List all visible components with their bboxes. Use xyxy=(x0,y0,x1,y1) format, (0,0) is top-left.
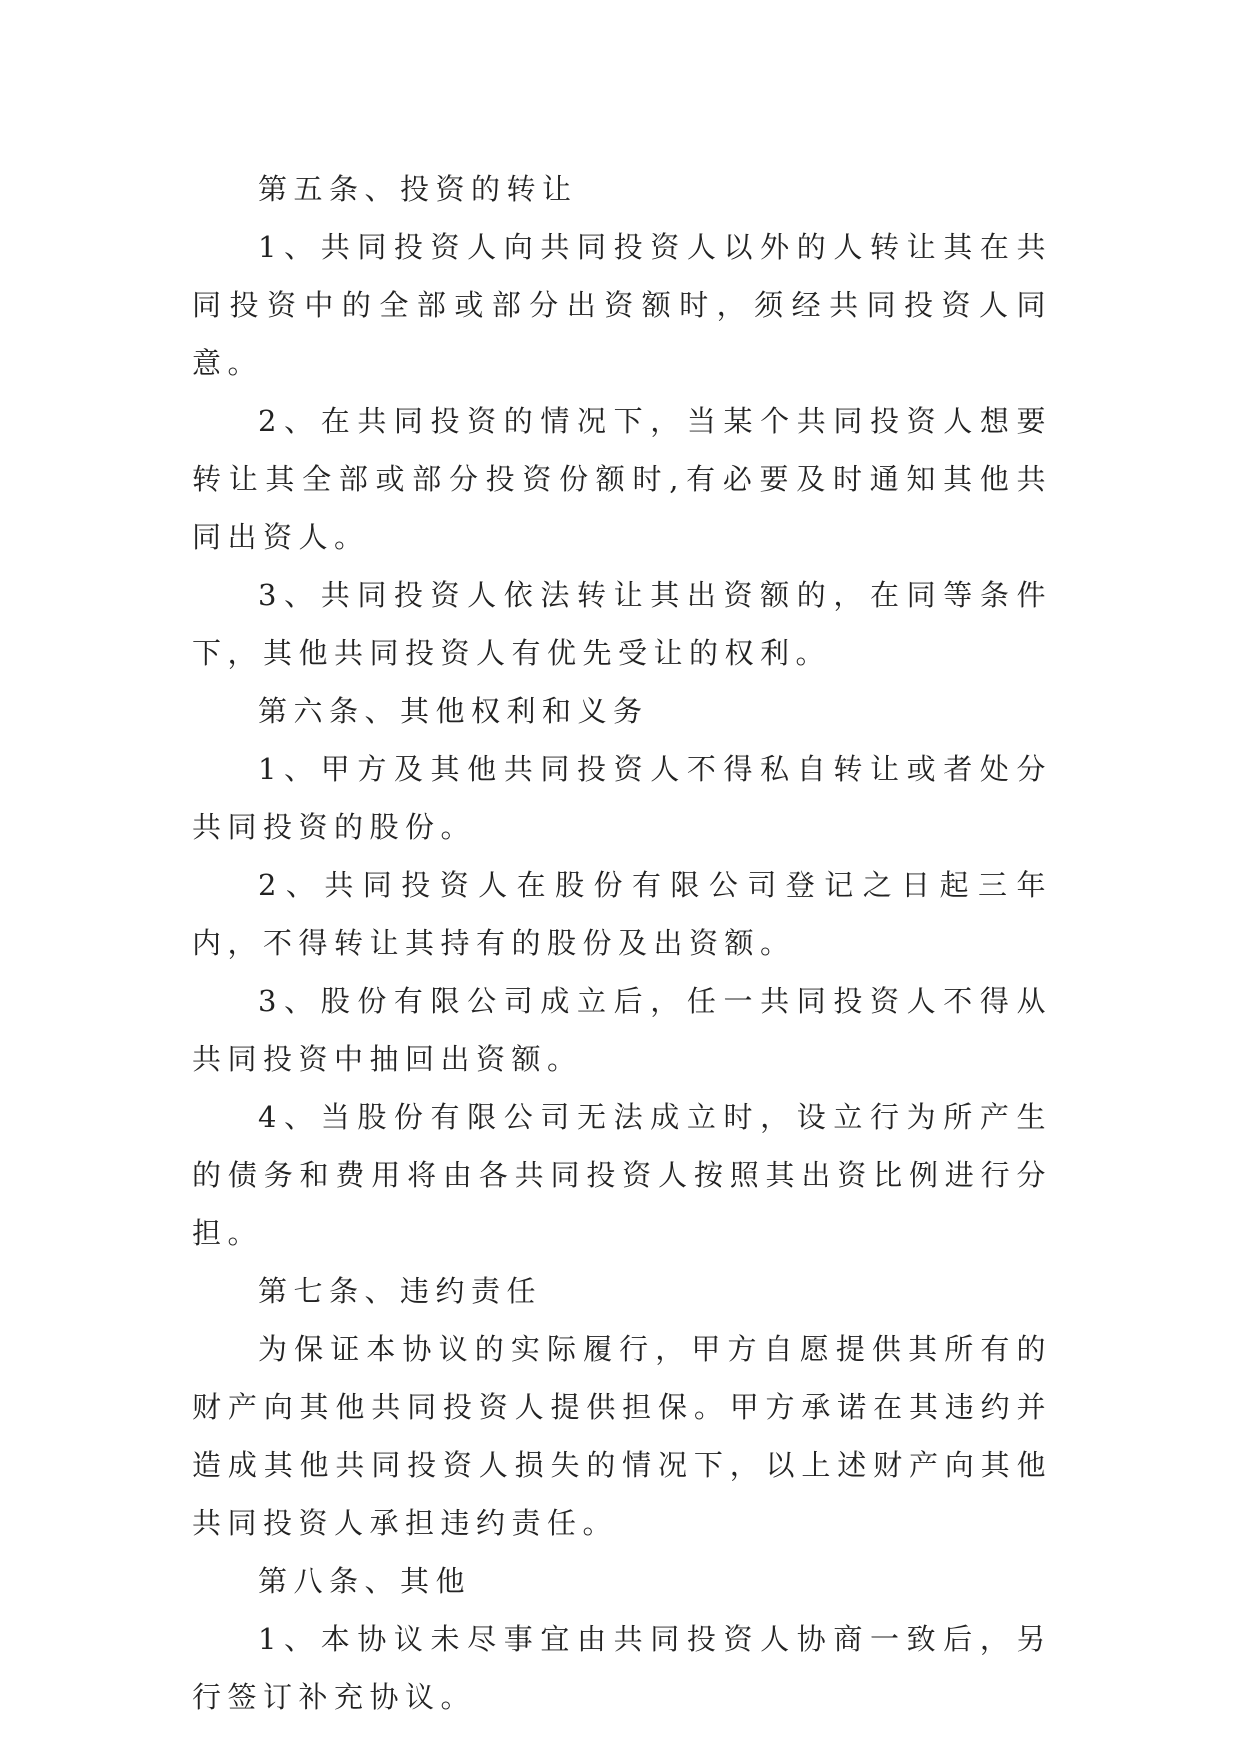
paragraph: 1、共同投资人向共同投资人以外的人转让其在共同投资中的全部或部分出资额时，须经共同投资人同意。 xyxy=(192,230,1052,380)
paragraph: 4、当股份有限公司无法成立时，设立行为所产生的债务和费用将由各共同投资人按照其出资比例进行分担。 xyxy=(192,1100,1052,1250)
paragraph: 2、在共同投资的情况下，当某个共同投资人想要转让其全部或部分投资份额时,有必要及时通知其他共同出资人。 xyxy=(192,404,1052,554)
paragraph: 1、本协议未尽事宜由共同投资人协商一致后，另行签订补充协议。 xyxy=(192,1622,1052,1714)
paragraph: 2、共同投资人在股份有限公司登记之日起三年内，不得转让其持有的股份及出资额。 xyxy=(192,868,1052,960)
paragraph: 1、甲方及其他共同投资人不得私自转让或者处分共同投资的股份。 xyxy=(192,752,1052,844)
paragraph: 3、共同投资人依法转让其出资额的，在同等条件下，其他共同投资人有优先受让的权利。 xyxy=(192,578,1052,670)
heading-article-5: 第五条、投资的转让 xyxy=(258,172,578,206)
document-page xyxy=(192,160,1052,1726)
paragraph: 3、股份有限公司成立后，任一共同投资人不得从共同投资中抽回出资额。 xyxy=(192,984,1052,1076)
heading-article-8: 第八条、其他 xyxy=(258,1564,472,1598)
paragraph: 为保证本协议的实际履行，甲方自愿提供其所有的财产向其他共同投资人提供担保。甲方承诺在其违约并造成其他共同投资人损失的情况下，以上述财产向其他共同投资人承担违约责任。 xyxy=(192,1332,1052,1540)
heading-article-6: 第六条、其他权利和义务 xyxy=(258,694,649,728)
heading-article-7: 第七条、违约责任 xyxy=(258,1274,543,1308)
